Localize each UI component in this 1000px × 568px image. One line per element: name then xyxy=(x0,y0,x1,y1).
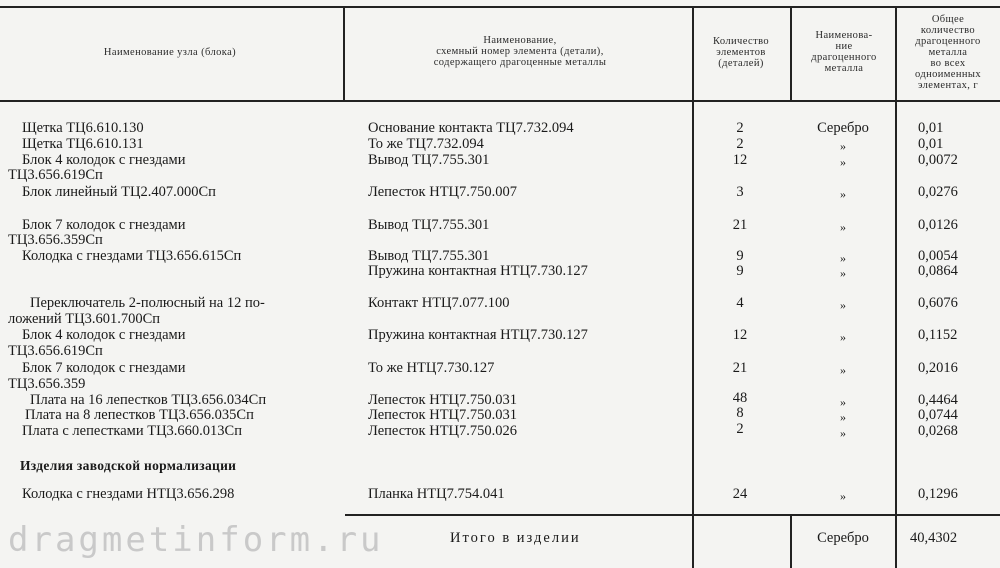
row-3-unit-line1: Блок 4 колодок с гнездами xyxy=(22,152,186,168)
row-9-unit-line2: ТЦ3.656.619Сп xyxy=(8,343,103,359)
row-3-unit-line2: ТЦ3.656.619Сп xyxy=(8,167,103,183)
row-1-unit: Щетка ТЦ6.610.130 xyxy=(22,120,144,136)
row-10-element: То же НТЦ7.730.127 xyxy=(368,360,495,376)
row-9-total: 0,1152 xyxy=(918,327,958,343)
header-top-rule xyxy=(0,6,1000,8)
header-quantity: Количество элементов (деталей) xyxy=(712,36,770,69)
row-10-metal: » xyxy=(840,363,846,377)
row-8-qty: 4 xyxy=(736,295,744,311)
row-4-total: 0,0276 xyxy=(918,184,958,200)
row-5-element: Вывод ТЦ7.755.301 xyxy=(368,217,490,233)
row-4-unit: Блок линейный ТЦ2.407.000Сп xyxy=(22,184,216,200)
header-element: Наименование, схемный номер элемента (детали), содержащего драгоценные металлы xyxy=(433,35,607,68)
row-11-unit: Плата на 16 лепестков ТЦ3.656.034Сп xyxy=(30,392,267,408)
row-5-unit-line1: Блок 7 колодок с гнездами xyxy=(22,217,186,233)
row-9-metal: » xyxy=(840,330,846,344)
row-2-unit: Щетка ТЦ6.610.131 xyxy=(22,136,144,152)
row-7-metal: » xyxy=(840,266,846,280)
row-11-total: 0,4464 xyxy=(918,392,958,408)
row-3-metal: » xyxy=(840,155,846,169)
row-12-metal: » xyxy=(840,410,846,424)
column-divider-3-lower xyxy=(790,514,792,568)
row-6-unit: Колодка с гнездами ТЦ3.656.615Сп xyxy=(22,248,242,264)
row-5-total: 0,0126 xyxy=(918,217,958,233)
total-value: 40,4302 xyxy=(910,530,958,546)
row-4-qty: 3 xyxy=(736,184,744,200)
row-4-metal: » xyxy=(840,187,846,201)
row-13-total: 0,0268 xyxy=(918,423,958,439)
row-10-unit-line1: Блок 7 колодок с гнездами xyxy=(22,360,186,376)
section-row-element: Планка НТЦ7.754.041 xyxy=(368,486,505,502)
header-unit: Наименование узла (блока) xyxy=(103,47,237,58)
section-title: Изделия заводской нормализации xyxy=(20,458,237,473)
row-6-metal: » xyxy=(840,251,846,265)
total-label: Итого в изделии xyxy=(450,530,581,546)
row-9-element: Пружина контактная НТЦ7.730.127 xyxy=(368,327,588,343)
row-11-qty: 48 xyxy=(732,390,748,406)
row-6-total: 0,0054 xyxy=(918,248,958,264)
section-row-qty: 24 xyxy=(732,486,748,502)
row-8-element: Контакт НТЦ7.077.100 xyxy=(368,295,510,311)
row-11-metal: » xyxy=(840,395,846,409)
header-total: Общее количество драгоценного металла во всех одноименных элементах, г xyxy=(914,14,982,91)
row-3-total: 0,0072 xyxy=(918,152,958,168)
row-12-qty: 8 xyxy=(736,405,744,421)
row-12-total: 0,0744 xyxy=(918,407,958,423)
row-13-element: Лепесток НТЦ7.750.026 xyxy=(368,423,518,439)
row-8-total: 0,6076 xyxy=(918,295,958,311)
row-2-metal: » xyxy=(840,139,846,153)
row-2-total: 0,01 xyxy=(918,136,944,152)
row-7-element: Пружина контактная НТЦ7.730.127 xyxy=(368,263,588,279)
total-metal: Серебро xyxy=(817,530,869,546)
row-3-qty: 12 xyxy=(732,152,748,168)
row-8-metal: » xyxy=(840,298,846,312)
column-divider-2 xyxy=(692,6,694,568)
row-11-element: Лепесток НТЦ7.750.031 xyxy=(368,392,518,408)
row-5-qty: 21 xyxy=(732,217,748,233)
row-1-metal: Серебро xyxy=(817,120,869,136)
row-13-qty: 2 xyxy=(736,421,744,437)
row-7-total: 0,0864 xyxy=(918,263,958,279)
header-bottom-rule xyxy=(0,100,1000,102)
row-5-metal: » xyxy=(840,220,846,234)
row-3-element: Вывод ТЦ7.755.301 xyxy=(368,152,490,168)
row-13-unit: Плата с лепестками ТЦ3.660.013Сп xyxy=(22,423,242,439)
row-9-qty: 12 xyxy=(732,327,748,343)
row-8-unit-line1: Переключатель 2-полюсный на 12 по- xyxy=(30,295,265,311)
column-divider-4 xyxy=(895,6,897,568)
row-6-qty: 9 xyxy=(736,248,744,264)
row-9-unit-line1: Блок 4 колодок с гнездами xyxy=(22,327,186,343)
section-row-unit: Колодка с гнездами НТЦ3.656.298 xyxy=(22,486,235,502)
column-divider-3 xyxy=(790,6,792,101)
row-1-qty: 2 xyxy=(736,120,744,136)
row-5-unit-line2: ТЦ3.656.359Сп xyxy=(8,232,103,248)
row-7-qty: 9 xyxy=(736,263,744,279)
row-2-element: То же ТЦ7.732.094 xyxy=(368,136,484,152)
watermark: dragmetinform.ru xyxy=(8,520,384,560)
row-10-total: 0,2016 xyxy=(918,360,958,376)
column-divider-1 xyxy=(343,6,345,101)
row-2-qty: 2 xyxy=(736,136,744,152)
row-12-unit: Плата на 8 лепестков ТЦ3.656.035Сп xyxy=(25,407,254,423)
header-metal: Наименова- ние драгоценного металла xyxy=(811,30,877,74)
row-1-total: 0,01 xyxy=(918,120,944,136)
row-1-element: Основание контакта ТЦ7.732.094 xyxy=(368,120,574,136)
section-row-metal: » xyxy=(840,489,846,503)
row-4-element: Лепесток НТЦ7.750.007 xyxy=(368,184,518,200)
total-top-rule xyxy=(345,514,1000,516)
row-10-qty: 21 xyxy=(732,360,748,376)
row-10-unit-line2: ТЦ3.656.359 xyxy=(8,376,86,392)
row-6-element: Вывод ТЦ7.755.301 xyxy=(368,248,490,264)
section-row-total: 0,1296 xyxy=(918,486,958,502)
row-13-metal: » xyxy=(840,426,846,440)
row-8-unit-line2: ложений ТЦ3.601.700Сп xyxy=(8,311,161,327)
row-12-element: Лепесток НТЦ7.750.031 xyxy=(368,407,518,423)
